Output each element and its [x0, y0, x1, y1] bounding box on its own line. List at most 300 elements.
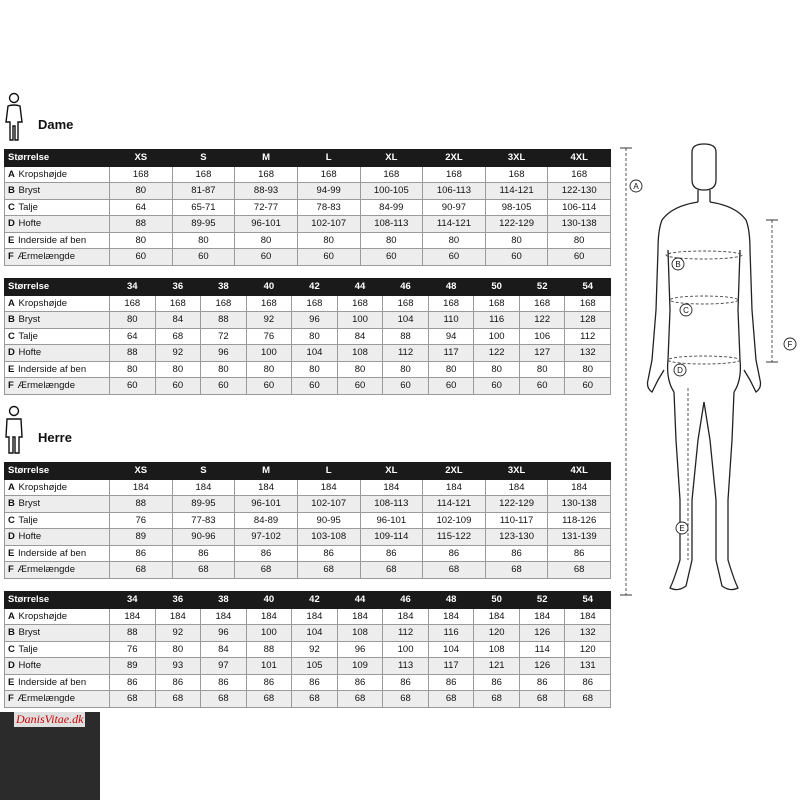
table-cell: 86	[155, 674, 201, 691]
table-cell: 114	[519, 641, 565, 658]
row-label: B Bryst	[5, 496, 110, 513]
row-label: A Kropshøjde	[5, 166, 110, 183]
table-cell: 72	[201, 328, 247, 345]
table-cell: 115-122	[423, 529, 486, 546]
label-d: D	[677, 366, 683, 375]
table-cell: 80	[292, 328, 338, 345]
table-cell: 80	[485, 232, 548, 249]
row-label: A Kropshøjde	[5, 295, 110, 312]
table-cell: 122	[519, 312, 565, 329]
table-cell: 168	[474, 295, 520, 312]
table-cell: 80	[155, 361, 201, 378]
section-title-herre: Herre	[38, 430, 72, 445]
table-cell: 110-117	[485, 512, 548, 529]
table-row	[5, 545, 611, 562]
table-cell: 168	[423, 166, 486, 183]
table-cell: 80	[474, 361, 520, 378]
table-cell: 68	[155, 328, 201, 345]
watermark-block	[0, 712, 100, 800]
table-cell: 104	[292, 345, 338, 362]
table-row	[5, 328, 611, 345]
table-cell: 68	[246, 691, 292, 708]
size-header: 3XL	[485, 150, 548, 167]
size-header: XS	[110, 150, 173, 167]
table-cell: 68	[201, 691, 247, 708]
table-cell: 68	[485, 562, 548, 579]
table-cell: 60	[172, 249, 235, 266]
table-cell: 65-71	[172, 199, 235, 216]
table-cell: 89	[110, 529, 173, 546]
watermark-text: DanisVitae.dk	[16, 712, 84, 726]
table-cell: 96-101	[235, 496, 298, 513]
row-label: B Bryst	[5, 312, 110, 329]
row-label: F Ærmelængde	[5, 249, 110, 266]
table-cell: 130-138	[548, 216, 611, 233]
table-cell: 86	[474, 674, 520, 691]
table-cell: 100-105	[360, 183, 423, 200]
table-cell: 102-109	[423, 512, 486, 529]
table-cell: 126	[519, 658, 565, 675]
table-cell: 168	[110, 166, 173, 183]
table-cell: 86	[485, 545, 548, 562]
table-cell: 112	[383, 345, 429, 362]
size-header: 34	[110, 279, 156, 296]
table-cell: 81-87	[172, 183, 235, 200]
table-cell: 108	[337, 625, 383, 642]
table-cell: 84-99	[360, 199, 423, 216]
table-row	[5, 496, 611, 513]
row-label: F Ærmelængde	[5, 691, 110, 708]
table-cell: 184	[428, 608, 474, 625]
table-cell: 168	[292, 295, 338, 312]
table-cell: 68	[519, 691, 565, 708]
table-cell: 80	[428, 361, 474, 378]
table-cell: 88	[110, 496, 173, 513]
table-cell: 60	[246, 378, 292, 395]
table-cell: 76	[246, 328, 292, 345]
size-header: 4XL	[548, 463, 611, 480]
table-cell: 86	[428, 674, 474, 691]
table-cell: 168	[360, 166, 423, 183]
size-header: 42	[292, 592, 338, 609]
row-label: D Hofte	[5, 216, 110, 233]
size-header: 36	[155, 279, 201, 296]
table-cell: 117	[428, 345, 474, 362]
table-cell: 68	[172, 562, 235, 579]
table-cell: 60	[360, 249, 423, 266]
table-cell: 168	[235, 166, 298, 183]
table-cell: 184	[235, 479, 298, 496]
row-label: B Bryst	[5, 183, 110, 200]
table-cell: 86	[172, 545, 235, 562]
table-cell: 168	[548, 166, 611, 183]
table-cell: 68	[428, 691, 474, 708]
row-label: A Kropshøjde	[5, 608, 110, 625]
table-cell: 168	[519, 295, 565, 312]
table-cell: 60	[297, 249, 360, 266]
table-cell: 104	[428, 641, 474, 658]
size-header: 34	[110, 592, 156, 609]
table-cell: 89-95	[172, 496, 235, 513]
row-label: E Inderside af ben	[5, 232, 110, 249]
size-header: 50	[474, 279, 520, 296]
size-header: 36	[155, 592, 201, 609]
table-cell: 60	[110, 378, 156, 395]
size-table-dame-number	[4, 278, 611, 395]
table-cell: 118-126	[548, 512, 611, 529]
row-label: D Hofte	[5, 345, 110, 362]
table-cell: 184	[548, 479, 611, 496]
table-cell: 97	[201, 658, 247, 675]
table-cell: 122-130	[548, 183, 611, 200]
table-cell: 184	[110, 479, 173, 496]
table-cell: 168	[110, 295, 156, 312]
label-b: B	[675, 260, 681, 269]
label-e: E	[679, 524, 685, 533]
label-c: C	[683, 306, 689, 315]
table-row	[5, 378, 611, 395]
table-cell: 76	[110, 641, 156, 658]
row-label: F Ærmelængde	[5, 562, 110, 579]
row-label: F Ærmelængde	[5, 378, 110, 395]
size-header: 44	[337, 279, 383, 296]
table-cell: 80	[110, 312, 156, 329]
size-table-herre-number	[4, 591, 611, 708]
table-cell: 84	[201, 641, 247, 658]
table-cell: 86	[201, 674, 247, 691]
table-cell: 64	[110, 199, 173, 216]
table-row	[5, 658, 611, 675]
table-cell: 68	[155, 691, 201, 708]
size-header: 48	[428, 592, 474, 609]
size-header: 42	[292, 279, 338, 296]
table-cell: 101	[246, 658, 292, 675]
table-cell: 108-113	[360, 496, 423, 513]
table-row	[5, 674, 611, 691]
size-header: L	[297, 463, 360, 480]
table-cell: 60	[292, 378, 338, 395]
table-cell: 110	[428, 312, 474, 329]
table-cell: 68	[292, 691, 338, 708]
header-label: Størrelse	[5, 279, 110, 296]
row-label: E Inderside af ben	[5, 361, 110, 378]
table-cell: 102-107	[297, 496, 360, 513]
table-cell: 131	[565, 658, 611, 675]
table-cell: 80	[155, 641, 201, 658]
table-cell: 80	[360, 232, 423, 249]
table-row	[5, 625, 611, 642]
table-cell: 104	[292, 625, 338, 642]
table-cell: 88	[201, 312, 247, 329]
table-cell: 108-113	[360, 216, 423, 233]
size-header: XS	[110, 463, 173, 480]
table-row	[5, 295, 611, 312]
table-cell: 168	[428, 295, 474, 312]
table-cell: 184	[297, 479, 360, 496]
table-cell: 86	[519, 674, 565, 691]
table-cell: 132	[565, 625, 611, 642]
table-cell: 60	[548, 249, 611, 266]
table-cell: 86	[246, 674, 292, 691]
table-cell: 168	[155, 295, 201, 312]
table-cell: 184	[383, 608, 429, 625]
table-cell: 80	[172, 232, 235, 249]
row-label: C Talje	[5, 512, 110, 529]
table-cell: 168	[485, 166, 548, 183]
table-cell: 123-130	[485, 529, 548, 546]
table-cell: 105	[292, 658, 338, 675]
size-header: 4XL	[548, 150, 611, 167]
table-cell: 90-97	[423, 199, 486, 216]
section-title-dame: Dame	[38, 117, 74, 132]
table-cell: 68	[110, 562, 173, 579]
table-cell: 80	[110, 183, 173, 200]
table-row	[5, 249, 611, 266]
table-cell: 86	[548, 545, 611, 562]
table-cell: 88	[110, 216, 173, 233]
size-header: 52	[519, 279, 565, 296]
table-cell: 60	[201, 378, 247, 395]
size-header: 44	[337, 592, 383, 609]
table-cell: 86	[235, 545, 298, 562]
table-cell: 68	[423, 562, 486, 579]
table-row	[5, 641, 611, 658]
table-cell: 92	[155, 345, 201, 362]
table-cell: 184	[565, 608, 611, 625]
woman-icon	[2, 92, 26, 142]
table-cell: 184	[519, 608, 565, 625]
table-row	[5, 562, 611, 579]
table-cell: 80	[548, 232, 611, 249]
table-cell: 94	[428, 328, 474, 345]
size-header: 46	[383, 279, 429, 296]
size-header: 38	[201, 592, 247, 609]
table-cell: 92	[155, 625, 201, 642]
table-cell: 80	[565, 361, 611, 378]
table-row	[5, 232, 611, 249]
man-icon	[2, 405, 26, 455]
size-header: 48	[428, 279, 474, 296]
table-cell: 80	[235, 232, 298, 249]
table-cell: 88-93	[235, 183, 298, 200]
table-cell: 86	[423, 545, 486, 562]
table-cell: 80	[383, 361, 429, 378]
table-cell: 113	[383, 658, 429, 675]
label-a: A	[633, 182, 639, 191]
table-cell: 80	[519, 361, 565, 378]
table-cell: 132	[565, 345, 611, 362]
table-cell: 121	[474, 658, 520, 675]
table-cell: 96	[292, 312, 338, 329]
table-cell: 68	[565, 691, 611, 708]
table-cell: 184	[474, 608, 520, 625]
table-cell: 68	[360, 562, 423, 579]
table-cell: 80	[201, 361, 247, 378]
table-cell: 72-77	[235, 199, 298, 216]
row-label: B Bryst	[5, 625, 110, 642]
table-cell: 68	[235, 562, 298, 579]
table-cell: 88	[110, 625, 156, 642]
table-cell: 184	[292, 608, 338, 625]
row-label: C Talje	[5, 641, 110, 658]
table-cell: 168	[565, 295, 611, 312]
table-cell: 108	[474, 641, 520, 658]
table-cell: 90-96	[172, 529, 235, 546]
table-cell: 168	[172, 166, 235, 183]
table-cell: 96	[201, 345, 247, 362]
table-cell: 184	[246, 608, 292, 625]
table-cell: 86	[565, 674, 611, 691]
table-cell: 106-113	[423, 183, 486, 200]
table-row	[5, 345, 611, 362]
size-table-herre-letter	[4, 462, 611, 579]
size-table-dame-letter	[4, 149, 611, 266]
table-cell: 168	[383, 295, 429, 312]
size-header: 2XL	[423, 150, 486, 167]
table-cell: 80	[292, 361, 338, 378]
table-cell: 68	[297, 562, 360, 579]
table-cell: 76	[110, 512, 173, 529]
table-cell: 86	[110, 545, 173, 562]
row-label: D Hofte	[5, 529, 110, 546]
table-cell: 114-121	[423, 216, 486, 233]
size-header: 40	[246, 592, 292, 609]
table-cell: 80	[337, 361, 383, 378]
table-cell: 84-89	[235, 512, 298, 529]
size-header: 50	[474, 592, 520, 609]
table-cell: 64	[110, 328, 156, 345]
table-row	[5, 183, 611, 200]
table-cell: 100	[337, 312, 383, 329]
table-row	[5, 529, 611, 546]
table-cell: 102-107	[297, 216, 360, 233]
table-cell: 93	[155, 658, 201, 675]
table-row	[5, 199, 611, 216]
table-row	[5, 608, 611, 625]
table-cell: 168	[337, 295, 383, 312]
table-cell: 86	[292, 674, 338, 691]
table-cell: 100	[246, 625, 292, 642]
header-label: Størrelse	[5, 592, 110, 609]
size-header: 40	[246, 279, 292, 296]
size-header: 3XL	[485, 463, 548, 480]
table-cell: 120	[474, 625, 520, 642]
table-row	[5, 479, 611, 496]
table-cell: 92	[246, 312, 292, 329]
size-header: M	[235, 463, 298, 480]
row-label: C Talje	[5, 199, 110, 216]
table-cell: 92	[292, 641, 338, 658]
table-cell: 89	[110, 658, 156, 675]
table-row	[5, 361, 611, 378]
table-cell: 60	[383, 378, 429, 395]
size-header: 54	[565, 592, 611, 609]
table-cell: 60	[155, 378, 201, 395]
row-label: A Kropshøjde	[5, 479, 110, 496]
table-cell: 116	[474, 312, 520, 329]
row-label: C Talje	[5, 328, 110, 345]
table-cell: 60	[485, 249, 548, 266]
table-cell: 184	[172, 479, 235, 496]
table-cell: 184	[155, 608, 201, 625]
table-cell: 86	[297, 545, 360, 562]
table-cell: 117	[428, 658, 474, 675]
table-cell: 184	[201, 608, 247, 625]
table-cell: 60	[235, 249, 298, 266]
row-label: E Inderside af ben	[5, 674, 110, 691]
size-header: S	[172, 150, 235, 167]
size-header: 52	[519, 592, 565, 609]
table-cell: 80	[110, 361, 156, 378]
table-cell: 103-108	[297, 529, 360, 546]
table-cell: 109	[337, 658, 383, 675]
table-cell: 60	[565, 378, 611, 395]
row-label: E Inderside af ben	[5, 545, 110, 562]
table-cell: 60	[428, 378, 474, 395]
table-cell: 168	[246, 295, 292, 312]
row-label: D Hofte	[5, 658, 110, 675]
table-cell: 122	[474, 345, 520, 362]
table-cell: 80	[297, 232, 360, 249]
table-cell: 112	[565, 328, 611, 345]
table-cell: 184	[110, 608, 156, 625]
table-row	[5, 166, 611, 183]
table-cell: 80	[110, 232, 173, 249]
table-cell: 68	[548, 562, 611, 579]
table-cell: 60	[519, 378, 565, 395]
table-cell: 88	[383, 328, 429, 345]
header-label: Størrelse	[5, 463, 110, 480]
table-cell: 88	[246, 641, 292, 658]
size-header: 2XL	[423, 463, 486, 480]
table-cell: 90-95	[297, 512, 360, 529]
table-cell: 184	[485, 479, 548, 496]
size-header: M	[235, 150, 298, 167]
table-cell: 126	[519, 625, 565, 642]
table-cell: 184	[360, 479, 423, 496]
table-cell: 88	[110, 345, 156, 362]
table-cell: 98-105	[485, 199, 548, 216]
table-cell: 68	[337, 691, 383, 708]
size-header: S	[172, 463, 235, 480]
table-row	[5, 312, 611, 329]
table-cell: 68	[474, 691, 520, 708]
table-cell: 114-121	[485, 183, 548, 200]
table-cell: 60	[423, 249, 486, 266]
table-cell: 96-101	[360, 512, 423, 529]
label-f: F	[787, 340, 793, 349]
table-cell: 68	[110, 691, 156, 708]
table-cell: 96	[337, 641, 383, 658]
size-header: XL	[360, 463, 423, 480]
table-cell: 68	[383, 691, 429, 708]
table-cell: 100	[383, 641, 429, 658]
table-cell: 130-138	[548, 496, 611, 513]
table-cell: 184	[423, 479, 486, 496]
table-cell: 104	[383, 312, 429, 329]
size-header: 54	[565, 279, 611, 296]
table-cell: 100	[246, 345, 292, 362]
table-cell: 84	[155, 312, 201, 329]
table-cell: 97-102	[235, 529, 298, 546]
table-cell: 100	[474, 328, 520, 345]
table-cell: 122-129	[485, 496, 548, 513]
table-cell: 80	[246, 361, 292, 378]
table-row	[5, 512, 611, 529]
table-cell: 116	[428, 625, 474, 642]
header-label: Størrelse	[5, 150, 110, 167]
table-cell: 106-114	[548, 199, 611, 216]
